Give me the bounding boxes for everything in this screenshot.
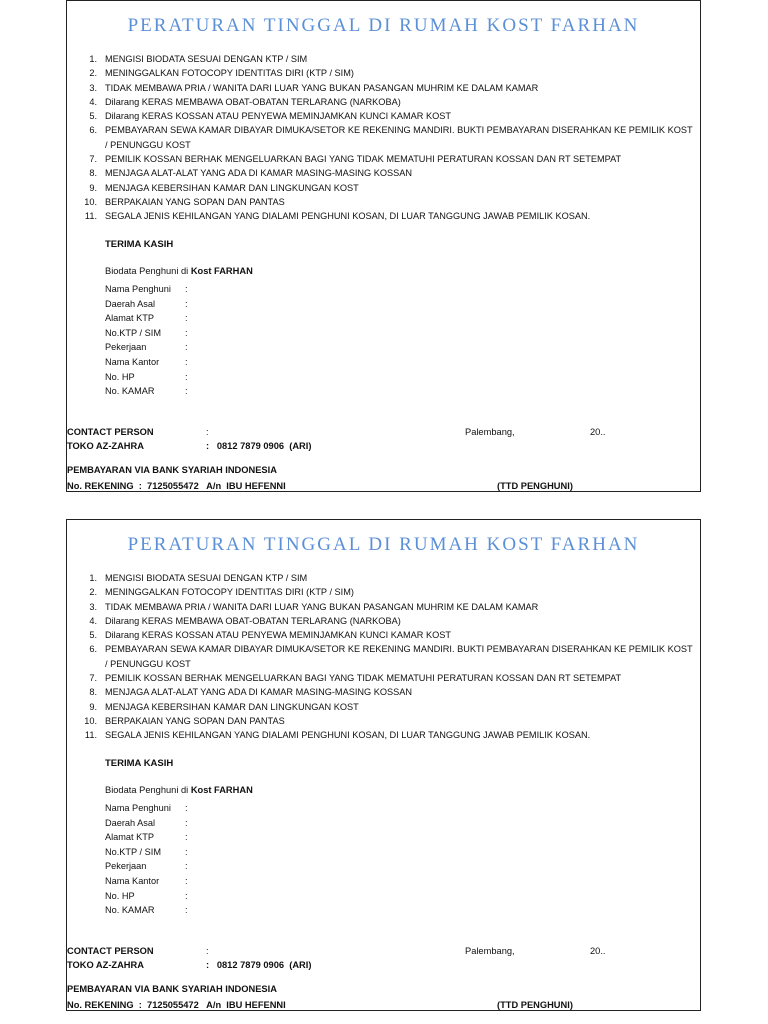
date-label: 20.. (590, 946, 606, 956)
biodata-label: Nama Penghuni (105, 803, 171, 813)
document-title: PERATURAN TINGGAL DI RUMAH KOST FARHAN (127, 15, 640, 36)
rule-number: 6. (89, 125, 97, 136)
city-label: Palembang, (465, 427, 515, 437)
biodata-row (105, 859, 188, 874)
biodata-colon: : (185, 861, 188, 872)
biodata-row (105, 889, 188, 904)
rule-item (79, 166, 694, 180)
biodata-colon: : (185, 803, 188, 813)
rule-item (79, 66, 694, 80)
rule-text: MENGISI BIODATA SESUAI DENGAN KTP / SIM (105, 54, 308, 64)
biodata-label: No.KTP / SIM (105, 327, 161, 338)
rule-text: MENGISI BIODATA SESUAI DENGAN KTP / SIM (105, 573, 308, 583)
rule-item (79, 152, 694, 166)
rule-item (79, 714, 694, 728)
rule-item (79, 181, 694, 195)
rules-card-2 (66, 519, 701, 1011)
rule-item (79, 123, 694, 152)
rule-text: BERPAKAIAN YANG SOPAN DAN PANTAS (105, 196, 285, 207)
rule-text: PEMILIK KOSSAN BERHAK MENGELUARKAN BAGI YANG TIDAK MEMATUHI PERATURAN KOSSAN DAN RT SETEMPAT (105, 154, 622, 165)
biodata-row (105, 830, 188, 845)
rule-text: PEMILIK KOSSAN BERHAK MENGELUARKAN BAGI YANG TIDAK MEMATUHI PERATURAN KOSSAN DAN RT SETEMPAT (105, 673, 622, 684)
rule-number: 2. (89, 587, 97, 598)
biodata-heading-prefix: Biodata Penghuni di (105, 266, 191, 276)
rule-item (79, 95, 694, 109)
rule-number: 3. (89, 82, 97, 93)
rule-item (79, 642, 694, 671)
thanks-text: TERIMA KASIH (105, 758, 174, 769)
biodata-colon: : (185, 327, 188, 338)
rules-list (79, 571, 694, 743)
rule-item (79, 109, 694, 123)
rule-number: 7. (89, 673, 97, 684)
biodata-row (105, 311, 188, 326)
biodata-row (105, 845, 188, 860)
rule-item (79, 671, 694, 685)
rule-number: 10. (84, 196, 97, 207)
rule-number: 6. (89, 644, 97, 655)
biodata-colon: : (185, 371, 188, 382)
rule-number: 1. (89, 54, 97, 64)
biodata-colon: : (185, 284, 188, 294)
biodata-label: Nama Penghuni (105, 284, 171, 294)
rule-item (79, 728, 694, 742)
biodata-row (105, 340, 188, 355)
rule-text: MENINGGALKAN FOTOCOPY IDENTITAS DIRI (KTP / SIM) (105, 587, 354, 598)
rule-text: MENJAGA KEBERSIHAN KAMAR DAN LINGKUNGAN KOST (105, 701, 359, 712)
biodata-heading (105, 785, 253, 795)
contact-person-colon: : (206, 946, 209, 956)
rule-text: MENJAGA ALAT-ALAT YANG ADA DI KAMAR MASING-MASING KOSSAN (105, 168, 413, 179)
rule-item (79, 685, 694, 699)
rekening-line: No. REKENING : 7125055472 A/n IBU HEFENNI (67, 1000, 286, 1010)
rule-item (79, 52, 694, 66)
biodata-label: Daerah Asal (105, 298, 156, 309)
biodata-row (105, 326, 188, 341)
rule-text: Dilarang KERAS KOSSAN ATAU PENYEWA MEMINJAMKAN KUNCI KAMAR KOST (105, 111, 451, 122)
biodata-row (105, 874, 188, 889)
rule-text: PEMBAYARAN SEWA KAMAR DIBAYAR DIMUKA/SETOR KE REKENING MANDIRI. BUKTI PEMBAYARAN DISERAHKAN KE PEMILIK KOST / PENUNGGU KOST (105, 125, 693, 150)
rule-text: MENJAGA ALAT-ALAT YANG ADA DI KAMAR MASING-MASING KOSSAN (105, 687, 413, 698)
biodata-colon: : (185, 875, 188, 886)
rule-item (79, 585, 694, 599)
rule-item (79, 628, 694, 642)
contact-person-label: CONTACT PERSON (67, 427, 154, 437)
rule-number: 11. (84, 211, 97, 222)
biodata-label: No. HP (105, 371, 135, 382)
toko-label: TOKO AZ-ZAHRA (67, 960, 144, 970)
biodata-colon: : (185, 356, 188, 367)
biodata-form (105, 282, 188, 399)
biodata-colon: : (185, 890, 188, 901)
biodata-label: No.KTP / SIM (105, 846, 161, 857)
biodata-heading-kost: Kost FARHAN (190, 266, 253, 276)
rule-text: Dilarang KERAS KOSSAN ATAU PENYEWA MEMINJAMKAN KUNCI KAMAR KOST (105, 630, 451, 641)
rule-text: PEMBAYARAN SEWA KAMAR DIBAYAR DIMUKA/SETOR KE REKENING MANDIRI. BUKTI PEMBAYARAN DISERAHKAN KE PEMILIK KOST / PENUNGGU KOST (105, 644, 693, 669)
rule-number: 9. (89, 182, 97, 193)
rule-item (79, 614, 694, 628)
biodata-row (105, 297, 188, 312)
rule-item (79, 81, 694, 95)
biodata-label: Pekerjaan (105, 861, 147, 872)
signature-label: (TTD PENGHUNI) (497, 1000, 573, 1010)
rules-list (79, 52, 694, 224)
biodata-heading (105, 266, 253, 276)
rule-number: 1. (89, 573, 97, 583)
rekening-line: No. REKENING : 7125055472 A/n IBU HEFENNI (67, 481, 286, 491)
rule-text: TIDAK MEMBAWA PRIA / WANITA DARI LUAR YANG BUKAN PASANGAN MUHRIM KE DALAM KAMAR (105, 82, 539, 93)
rule-text: Dilarang KERAS MEMBAWA OBAT-OBATAN TERLARANG (NARKOBA) (105, 615, 401, 626)
biodata-row (105, 370, 188, 385)
city-label: Palembang, (465, 946, 515, 956)
contact-person-colon: : (206, 427, 209, 437)
document-title: PERATURAN TINGGAL DI RUMAH KOST FARHAN (127, 534, 640, 555)
rule-number: 8. (89, 687, 97, 698)
rule-item (79, 700, 694, 714)
biodata-heading-kost: Kost FARHAN (190, 785, 253, 795)
biodata-row (105, 816, 188, 831)
biodata-form (105, 801, 188, 918)
rule-text: MENJAGA KEBERSIHAN KAMAR DAN LINGKUNGAN KOST (105, 182, 359, 193)
rule-number: 8. (89, 168, 97, 179)
biodata-label: Alamat KTP (105, 832, 155, 843)
biodata-label: Alamat KTP (105, 313, 155, 324)
rule-number: 7. (89, 154, 97, 165)
rule-text: MENINGGALKAN FOTOCOPY IDENTITAS DIRI (KTP / SIM) (105, 68, 354, 79)
rule-item (79, 600, 694, 614)
toko-phone: : 0812 7879 0906 (ARI) (206, 441, 312, 451)
bank-line: PEMBAYARAN VIA BANK SYARIAH INDONESIA (67, 984, 277, 994)
biodata-row (105, 903, 188, 918)
biodata-colon: : (185, 817, 188, 828)
biodata-colon: : (185, 342, 188, 353)
biodata-colon: : (185, 313, 188, 324)
rule-number: 4. (89, 615, 97, 626)
biodata-colon: : (185, 386, 188, 397)
rule-number: 9. (89, 701, 97, 712)
biodata-row (105, 282, 188, 297)
rule-number: 4. (89, 96, 97, 107)
biodata-row (105, 384, 188, 399)
date-label: 20.. (590, 427, 606, 437)
rule-item (79, 195, 694, 209)
biodata-heading-prefix: Biodata Penghuni di (105, 785, 191, 795)
rule-text: Dilarang KERAS MEMBAWA OBAT-OBATAN TERLARANG (NARKOBA) (105, 96, 401, 107)
rule-number: 3. (89, 601, 97, 612)
rule-item (79, 209, 694, 223)
signature-label: (TTD PENGHUNI) (497, 481, 573, 491)
rule-number: 5. (89, 111, 97, 122)
biodata-colon: : (185, 905, 188, 916)
biodata-label: Nama Kantor (105, 356, 160, 367)
rule-text: SEGALA JENIS KEHILANGAN YANG DIALAMI PENGHUNI KOSAN, DI LUAR TANGGUNG JAWAB PEMILIK KOSAN. (105, 211, 591, 222)
rule-item (79, 571, 694, 585)
biodata-row (105, 801, 188, 816)
biodata-label: Pekerjaan (105, 342, 147, 353)
rule-number: 5. (89, 630, 97, 641)
rule-text: BERPAKAIAN YANG SOPAN DAN PANTAS (105, 715, 285, 726)
rule-text: SEGALA JENIS KEHILANGAN YANG DIALAMI PENGHUNI KOSAN, DI LUAR TANGGUNG JAWAB PEMILIK KOSAN. (105, 730, 591, 741)
biodata-label: No. HP (105, 890, 135, 901)
biodata-label: No. KAMAR (105, 905, 155, 916)
biodata-label: No. KAMAR (105, 386, 155, 397)
bank-line: PEMBAYARAN VIA BANK SYARIAH INDONESIA (67, 465, 277, 475)
rule-number: 2. (89, 68, 97, 79)
biodata-colon: : (185, 298, 188, 309)
biodata-colon: : (185, 832, 188, 843)
rules-card-1 (66, 0, 701, 492)
toko-phone: : 0812 7879 0906 (ARI) (206, 960, 312, 970)
biodata-label: Daerah Asal (105, 817, 156, 828)
biodata-row (105, 355, 188, 370)
contact-person-label: CONTACT PERSON (67, 946, 154, 956)
biodata-colon: : (185, 846, 188, 857)
rule-text: TIDAK MEMBAWA PRIA / WANITA DARI LUAR YANG BUKAN PASANGAN MUHRIM KE DALAM KAMAR (105, 601, 539, 612)
rule-number: 11. (84, 730, 97, 741)
thanks-text: TERIMA KASIH (105, 239, 174, 250)
rule-number: 10. (84, 715, 97, 726)
toko-label: TOKO AZ-ZAHRA (67, 441, 144, 451)
biodata-label: Nama Kantor (105, 875, 160, 886)
